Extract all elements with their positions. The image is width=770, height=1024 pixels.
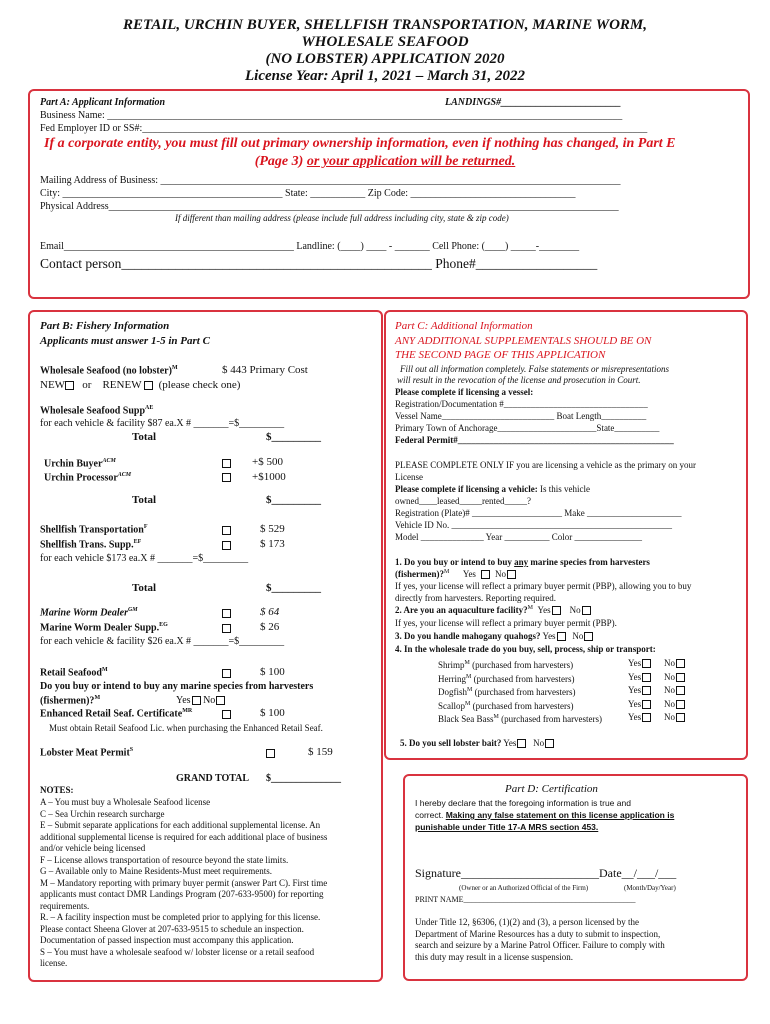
part-b-subheading: Applicants must answer 1-5 in Part C <box>40 335 210 347</box>
fill-out-note-1: Fill out all information completely. False statements or misrepresentations <box>400 364 670 374</box>
vehicle-note-2: License <box>395 472 423 482</box>
ws-supp-label: Wholesale Seafood Supp$^{AE}$ <box>40 405 154 417</box>
urchin-buyer-cost: +$ 500 <box>252 456 283 468</box>
total-label-2: Total <box>132 494 157 506</box>
enhanced-retail-label: Enhanced Retail Seaf. Certificate$^{MR}$ <box>40 708 193 720</box>
note-line: C – Sea Urchin research surcharge <box>40 808 165 819</box>
shellfish-transport-checkbox[interactable] <box>222 526 231 535</box>
question-1-note-1: If yes, your license will reflect a primary buyer permit (PBP), allowing you to buy <box>395 581 692 591</box>
species-list <box>438 657 738 725</box>
new-label: NEW <box>40 379 66 391</box>
supp-notice-1: ANY ADDITIONAL SUPPLEMENTALS SHOULD BE ON <box>395 335 652 347</box>
q2-no-checkbox[interactable] <box>582 606 591 615</box>
urchin-buyer-checkbox[interactable] <box>222 459 231 468</box>
urchin-buyer-label: Urchin Buyer$^{ACM}$ <box>44 458 116 470</box>
vehicle-heading: Please complete if licensing a vehicle: Is this vehicle <box>395 484 590 494</box>
species-row: Shrimp$^M$ (purchased from harvesters) Yes No <box>438 657 738 671</box>
notes-list <box>40 797 370 970</box>
question-1-fishermen: (fishermen)?$^M$ Yes No <box>395 569 516 579</box>
signature-date-field[interactable]: Signature_______________________Date__/___/___ <box>415 866 677 880</box>
worm-dealer-cost: $ 64 <box>260 606 280 618</box>
q1-no-checkbox[interactable] <box>507 570 516 579</box>
warning-returned: or your application will be returned. <box>306 154 516 169</box>
owned-leased-field[interactable]: owned____leased_____rented_____? <box>395 496 531 506</box>
title-12-notice <box>415 917 665 963</box>
shellfish-supp-calc-field[interactable]: for each vehicle $173 ea.X # _______=$_________ <box>40 553 249 564</box>
contact-person-field[interactable]: Contact person______________________________________________ Phone#__________________ <box>40 256 598 271</box>
species-row: Dogfish$^M$ (purchased from harvesters) Yes No <box>438 684 738 698</box>
vessel-name-field[interactable]: Vessel Name_________________________ Boat Length__________ <box>395 411 647 421</box>
renew-label: RENEW <box>102 379 142 391</box>
signature-note: (Owner or an Authorized Official of the Firm) <box>459 884 589 892</box>
new-checkbox[interactable] <box>65 381 74 390</box>
physical-address-field[interactable]: Physical Address______________________________________________________________________________________________________ <box>40 201 619 212</box>
note-line: applicants must contact DMR Landings Program (207-633-9500) for reporting <box>40 889 324 899</box>
corporate-warning: If a corporate entity, you must fill out primary ownership information, even if nothing has changed, in Part E <box>44 136 676 151</box>
note-line: G – Available only to Maine Residents-Must meet requirements. <box>40 866 273 876</box>
note-line: E – Submit separate applications for each additional supplemental license. An <box>40 820 321 830</box>
grand-total-field[interactable]: $______________ <box>266 773 341 784</box>
fishermen-yes-checkbox[interactable] <box>192 696 201 705</box>
q3-no-checkbox[interactable] <box>584 632 593 641</box>
note-line: requirements. <box>40 900 90 911</box>
enhanced-retail-cost: $ 100 <box>260 707 285 719</box>
form-title-line1: RETAIL, URCHIN BUYER, SHELLFISH TRANSPORTATION, MARINE WORM, <box>122 17 648 33</box>
scallop-no-checkbox[interactable] <box>676 700 685 709</box>
shellfish-transport-cost: $ 529 <box>260 523 285 535</box>
business-name-field[interactable]: Business Name: _______________________________________________________________________________________________________ <box>40 110 623 121</box>
question-2: 2. Are you an aquaculture facility?$^M$ Yes No <box>395 605 591 615</box>
shrimp-yes-checkbox[interactable] <box>642 659 651 668</box>
note-line: F – License allows transportation of resource beyond the state limits. <box>40 854 289 865</box>
fishermen-no-checkbox[interactable] <box>216 696 225 705</box>
question-2-note: If yes, your license will reflect a primary buyer permit (PBP). <box>395 618 617 628</box>
lobster-meat-checkbox[interactable] <box>266 749 275 758</box>
model-year-color-field[interactable]: Model ______________ Year __________ Color _______________ <box>395 532 642 542</box>
yes-label: Yes <box>176 695 191 706</box>
wholesale-seafood-label: Wholesale Seafood (no lobster)$^M$ <box>40 365 178 377</box>
sea-bass-yes-checkbox[interactable] <box>642 713 651 722</box>
note-line: additional supplemental license is required for each additional place of business <box>40 831 328 842</box>
note-line: license. <box>40 958 68 968</box>
part-d-heading: Part D: Certification <box>505 783 598 795</box>
fishermen-label: (fishermen)?$^M$ <box>40 695 101 707</box>
note-line: S – You must have a wholesale seafood w/ lobster license or a retail seafood <box>40 946 315 957</box>
supp-notice-2: THE SECOND PAGE OF THIS APPLICATION <box>395 349 606 361</box>
check-one-note: (please check one) <box>158 379 241 391</box>
title-17a-warning: punishable under Title 17-A MRS section 453. <box>415 822 599 832</box>
total-label-1: Total <box>132 431 157 443</box>
retail-seafood-checkbox[interactable] <box>222 669 231 678</box>
total-field-3[interactable]: $_________ <box>266 582 321 594</box>
shrimp-no-checkbox[interactable] <box>676 659 685 668</box>
retail-seafood-label: Retail Seafood$^M$ <box>40 667 108 679</box>
dogfish-no-checkbox[interactable] <box>676 686 685 695</box>
form-title-line3: (NO LOBSTER) APPLICATION 2020 <box>265 51 505 67</box>
mailing-address-field[interactable]: Mailing Address of Business: ____________________________________________________________________________________________ <box>40 175 621 186</box>
plate-make-field[interactable]: Registration (Plate)# ____________________ Make _____________________ <box>395 508 682 518</box>
worm-dealer-label: Marine Worm Dealer$^{GM}$ <box>40 607 138 619</box>
urchin-processor-checkbox[interactable] <box>222 473 231 482</box>
shellfish-transport-label: Shellfish Transportation$^F$ <box>40 524 148 536</box>
date-note: (Month/Day/Year) <box>624 884 676 892</box>
federal-permit-field[interactable]: Federal Permit#________________________________________________ <box>395 435 674 445</box>
ws-supp-calc-field[interactable]: for each vehicle & facility $87 ea.X # _______=$_________ <box>40 418 285 429</box>
note-line: Documentation of passed inspection must accompany this application. <box>40 935 294 945</box>
retail-seafood-cost: $ 100 <box>260 666 285 678</box>
scallop-yes-checkbox[interactable] <box>642 700 651 709</box>
herring-yes-checkbox[interactable] <box>642 673 651 682</box>
worm-supp-cost: $ 26 <box>260 621 280 633</box>
q1-yes-checkbox[interactable] <box>481 570 490 579</box>
question-5: 5. Do you sell lobster bait? Yes No <box>400 738 554 748</box>
renew-checkbox[interactable] <box>144 381 153 390</box>
total-label-3: Total <box>132 582 157 594</box>
urchin-processor-label: Urchin Processor$^{ACM}$ <box>44 472 132 484</box>
shellfish-supp-checkbox[interactable] <box>222 541 231 550</box>
worm-dealer-checkbox[interactable] <box>222 609 231 618</box>
worm-supp-checkbox[interactable] <box>222 624 231 633</box>
title-12-line: Department of Marine Resources has a duty to submit to inspection, <box>415 928 661 939</box>
note-line: R. – A facility inspection must be completed prior to applying for this license. <box>40 912 321 922</box>
dogfish-yes-checkbox[interactable] <box>642 686 651 695</box>
title-12-line: this duty may result in a license suspension. <box>415 951 573 962</box>
title-12-line: Under Title 12, §6306, (1)(2) and (3), a person licensed by the <box>415 917 639 927</box>
title-12-line: search and seizure by a Marine Patrol Officer. Failure to comply with <box>415 940 665 950</box>
declaration: I hereby declare that the foregoing information is true and <box>415 798 631 808</box>
q2-yes-checkbox[interactable] <box>552 606 561 615</box>
email-phone-field[interactable]: Email______________________________________________ Landline: (____) ____ - _______ Cell Phone: (____) _____-________ <box>40 241 580 252</box>
total-field-2[interactable]: $_________ <box>266 494 321 506</box>
landings-field[interactable]: LANDINGS#________________________ <box>445 97 622 108</box>
question-3: 3. Do you handle mahogany quahogs? Yes No <box>395 631 593 641</box>
q5-yes-checkbox[interactable] <box>517 739 526 748</box>
sea-bass-no-checkbox[interactable] <box>676 713 685 722</box>
total-field-1[interactable]: $_________ <box>266 431 321 443</box>
anchorage-field[interactable]: Primary Town of Anchorage______________________State__________ <box>395 423 660 433</box>
note-line: M – Mandatory reporting with primary buyer permit (answer Part C). First time <box>40 877 328 888</box>
part-a-heading: Part A: Applicant Information <box>40 97 166 108</box>
part-b-heading: Part B: Fishery Information <box>40 320 170 332</box>
vehicle-note-1: PLEASE COMPLETE ONLY IF you are licensing a vehicle as the primary on your <box>395 460 696 470</box>
registration-doc-field[interactable]: Registration/Documentation #________________________________ <box>395 399 648 409</box>
vessel-heading: Please complete if licensing a vessel: <box>395 387 534 397</box>
question-1: 1. Do you buy or intend to buy any marine species from harvesters <box>395 557 650 567</box>
corporate-warning-2 <box>0 154 770 170</box>
warning-page-ref: (Page 3) <box>254 154 307 169</box>
no-label: No <box>203 695 216 706</box>
false-statement-warning: correct. Making any false statement on this license application is <box>415 810 675 820</box>
q5-no-checkbox[interactable] <box>545 739 554 748</box>
vehicle-id-field[interactable]: Vehicle ID No. _________________________________________________ <box>395 520 672 530</box>
grand-total-label: GRAND TOTAL <box>176 773 250 784</box>
note-line: A – You must buy a Wholesale Seafood license <box>40 797 211 807</box>
shellfish-supp-cost: $ 173 <box>260 538 285 550</box>
notes-title: NOTES: <box>40 785 74 795</box>
form-title-line2: WHOLESALE SEAFOOD <box>301 34 469 50</box>
lobster-meat-cost: $ 159 <box>308 746 333 758</box>
note-line: and/or vehicle being licensed <box>40 843 146 853</box>
wholesale-seafood-cost: $ 443 Primary Cost <box>222 364 308 376</box>
worm-supp-label: Marine Worm Dealer Supp.$^{EG}$ <box>40 622 168 634</box>
species-row: Scallop$^M$ (purchased from harvesters) Yes No <box>438 698 738 712</box>
worm-supp-calc-field[interactable]: for each vehicle & facility $26 ea.X # _______=$_________ <box>40 636 285 647</box>
or-text: or <box>82 379 92 391</box>
print-name-field[interactable]: PRINT NAME___________________________________________ <box>415 895 636 904</box>
physical-address-note: If different than mailing address (please include full address including city, state & zip code) <box>175 213 509 223</box>
harvester-question: Do you buy or intend to buy any marine species from harvesters <box>40 681 314 692</box>
fill-out-note-2: will result in the revocation of the license and prosecution in Court. <box>397 375 641 385</box>
note-line: Please contact Sheena Glover at 207-633-9515 to schedule an inspection. <box>40 923 304 934</box>
species-row: Black Sea Bass$^M$ (purchased from harvesters) Yes No <box>438 711 738 725</box>
fed-id-field[interactable]: Fed Employer ID or SS#:_____________________________________________________________________________________________________ <box>40 123 648 134</box>
license-year: License Year: April 1, 2021 – March 31, 2022 <box>245 68 525 84</box>
fishermen-yes-no <box>176 695 225 706</box>
herring-no-checkbox[interactable] <box>676 673 685 682</box>
species-row: Herring$^M$ (purchased from harvesters) Yes No <box>438 671 738 685</box>
question-1-note-2: directly from harvesters. Reporting required. <box>395 593 556 603</box>
part-c-heading: Part C: Additional Information <box>395 320 533 332</box>
question-4: 4. In the wholesale trade do you buy, sell, process, ship or transport: <box>395 644 656 654</box>
enhanced-retail-checkbox[interactable] <box>222 710 231 719</box>
urchin-processor-cost: +$1000 <box>252 471 286 483</box>
q3-yes-checkbox[interactable] <box>557 632 566 641</box>
new-renew-row <box>40 379 240 391</box>
shellfish-supp-label: Shellfish Trans. Supp.$^{EF}$ <box>40 539 142 551</box>
lobster-meat-label: Lobster Meat Permit$^S$ <box>40 747 134 759</box>
enhanced-note: Must obtain Retail Seafood Lic. when purchasing the Enhanced Retail Seaf. <box>49 723 323 733</box>
city-state-zip-field[interactable]: City: ____________________________________________ State: ___________ Zip Code: _________________________________ <box>40 188 576 199</box>
